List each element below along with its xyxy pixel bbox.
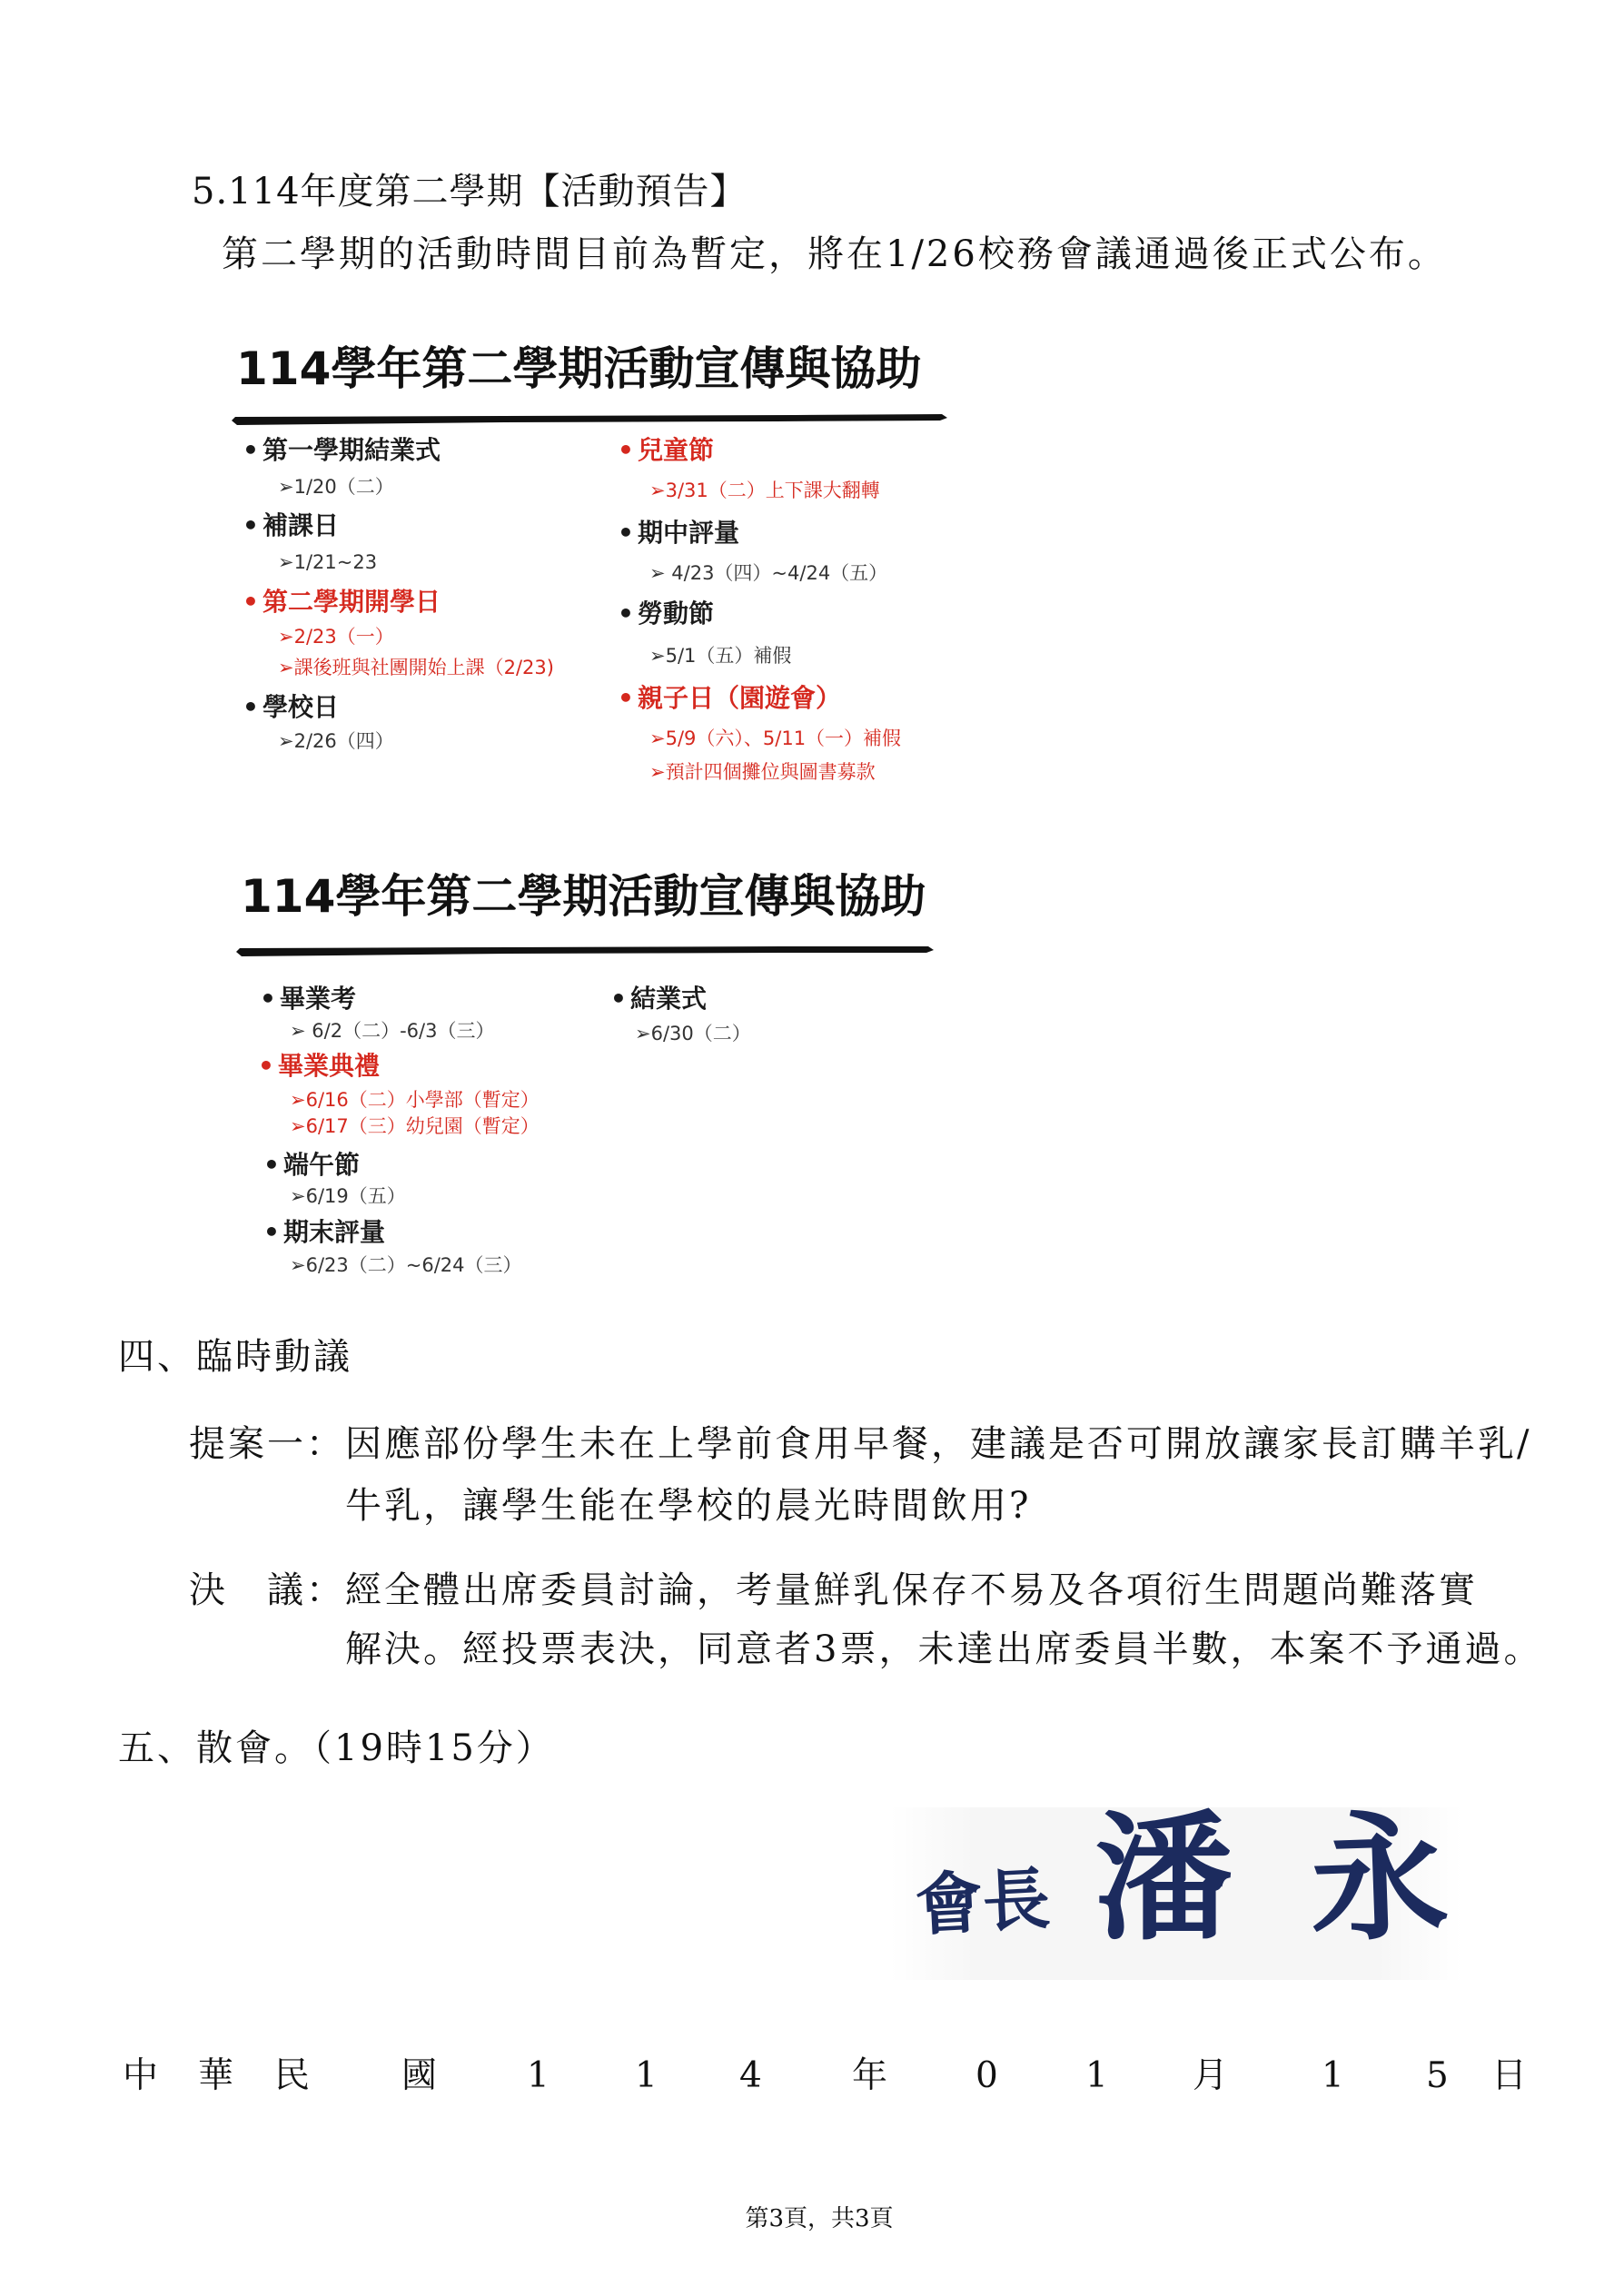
date-char: 0 <box>975 2055 998 2096</box>
event-label: • 期末評量 <box>283 1217 385 1248</box>
resolution-text: 解決。經投票表決，同意者3票，未達出席委員半數，本案不予通過。 <box>345 1628 1543 1670</box>
event-label: • 學校日 <box>262 692 339 723</box>
slide-title: 114學年第二學期活動宣傳與協助 <box>241 870 926 923</box>
extempore-motion-heading: 四、臨時動議 <box>118 1336 352 1378</box>
date-char: 月 <box>1193 2055 1229 2096</box>
adjournment-heading: 五、散會。（19時15分） <box>118 1727 555 1769</box>
event-label: • 第一學期結業式 <box>262 435 441 466</box>
date-char: 中 <box>123 2055 159 2096</box>
event-detail-highlight: ➢2/23（一） <box>278 626 394 648</box>
date-char: 華 <box>198 2055 234 2096</box>
event-detail: ➢5/1（五）補假 <box>649 645 792 667</box>
event-detail-highlight: ➢5/9（六）、5/11（一）補假 <box>649 727 902 749</box>
event-label: • 畢業考 <box>280 984 356 1014</box>
event-label-highlight: • 親子日（園遊會） <box>638 683 841 714</box>
event-label: • 結業式 <box>630 984 707 1014</box>
event-detail: ➢1/20（二） <box>278 476 394 498</box>
event-detail-highlight: ➢6/17（三）幼兒園（暫定） <box>290 1115 540 1137</box>
event-label: • 期中評量 <box>638 518 739 549</box>
date-char: 1 <box>1322 2055 1344 2096</box>
date-char: 5 <box>1426 2055 1449 2096</box>
resolution-text: 經全體出席委員討論，考量鮮乳保存不易及各項衍生問題尚難落實 <box>345 1569 1478 1611</box>
date-char: 日 <box>1491 2055 1528 2096</box>
date-char: 國 <box>401 2055 438 2096</box>
event-label: • 勞動節 <box>638 599 714 629</box>
event-detail-highlight: ➢6/16（二）小學部（暫定） <box>290 1089 540 1111</box>
activity-preview-heading: 5.114年度第二學期【活動預告】 <box>192 171 748 213</box>
event-detail-highlight: ➢3/31（二）上下課大翻轉 <box>649 480 880 501</box>
event-detail: ➢6/19（五） <box>290 1185 406 1207</box>
event-detail: ➢6/30（二） <box>635 1023 751 1044</box>
event-label: • 端午節 <box>283 1150 360 1181</box>
event-detail: ➢1/21~23 <box>278 551 378 573</box>
signature-name: 潘 <box>1094 1796 1233 1959</box>
event-detail-highlight: ➢預計四個攤位與圖書募款 <box>649 761 876 783</box>
date-char: 年 <box>852 2055 888 2096</box>
event-detail: ➢2/26（四） <box>278 730 394 752</box>
proposal-text: 牛乳，讓學生能在學校的晨光時間飲用? <box>345 1485 1032 1527</box>
resolution-label: 決 議： <box>189 1569 345 1611</box>
date-char: 1 <box>635 2055 658 2096</box>
event-label-highlight: • 兒童節 <box>638 435 714 466</box>
slide-title: 114學年第二學期活動宣傳與協助 <box>236 342 922 395</box>
signature-title: 會長 <box>913 1860 1053 1945</box>
proposal-text: 因應部份學生未在上學前食用早餐，建議是否可開放讓家長訂購羊乳/ <box>345 1423 1532 1465</box>
event-detail: ➢6/23（二）~6/24（三） <box>290 1254 522 1276</box>
date-char: 民 <box>274 2055 311 2096</box>
event-detail-highlight: ➢課後班與社團開始上課（2/23) <box>278 657 554 678</box>
activity-preview-note: 第二學期的活動時間目前為暫定，將在1/26校務會議通過後正式公布。 <box>222 233 1447 275</box>
event-detail: ➢ 4/23（四）~4/24（五） <box>649 562 888 584</box>
slide-title-underline <box>232 413 949 428</box>
date-char: 1 <box>527 2055 550 2096</box>
event-detail: ➢ 6/2（二）-6/3（三） <box>290 1020 495 1042</box>
date-char: 4 <box>739 2055 762 2096</box>
signature-name: 永 <box>1306 1794 1451 1962</box>
page-number: 第3頁，共3頁 <box>745 2205 894 2232</box>
event-label: • 補課日 <box>262 510 339 541</box>
event-label-highlight: • 畢業典禮 <box>278 1051 380 1082</box>
slide-title-underline <box>236 945 936 959</box>
date-char: 1 <box>1085 2055 1108 2096</box>
event-label-highlight: • 第二學期開學日 <box>262 587 441 618</box>
proposal-label: 提案一： <box>189 1423 345 1465</box>
